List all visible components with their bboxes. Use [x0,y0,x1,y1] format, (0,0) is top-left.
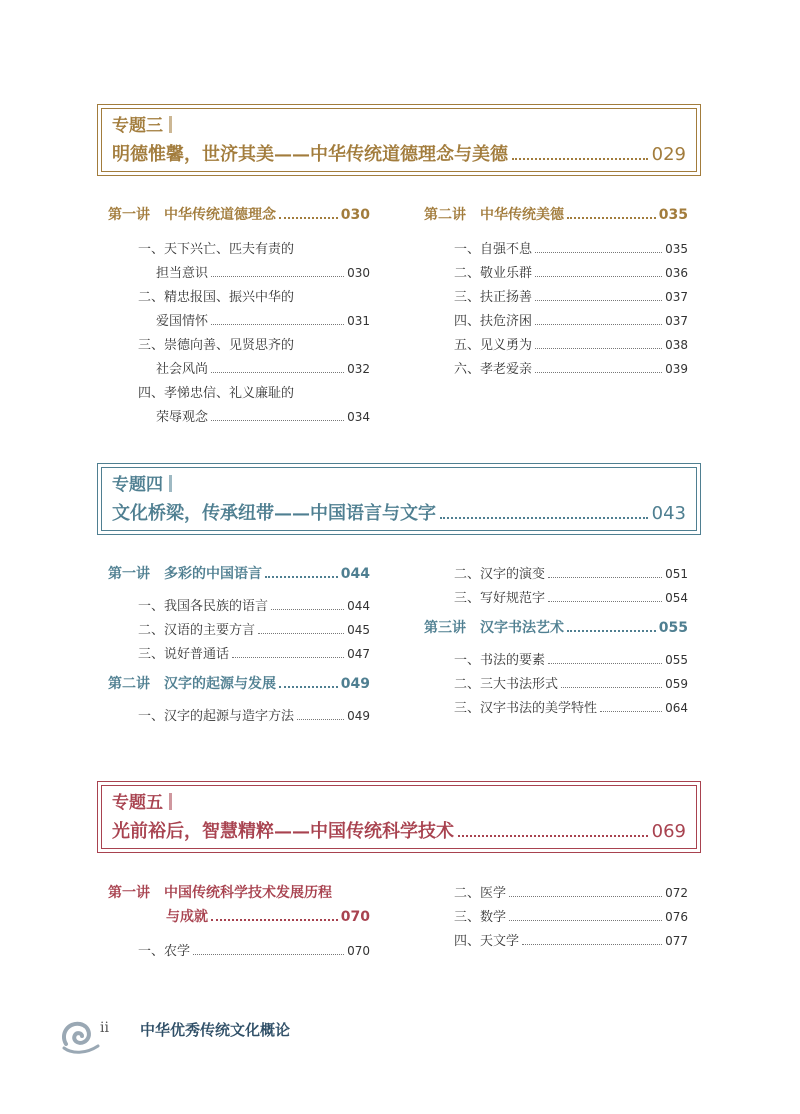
lecture-title: 中华传统美德 [480,207,564,223]
topic5-title-row[interactable] [112,817,686,847]
section-entry[interactable]: 四、扶危济困 037 [454,314,688,329]
section-entry[interactable]: 三、写好规范字 054 [454,591,688,606]
lecture-number: 第一讲 [108,885,150,901]
lecture-number: 第二讲 [108,676,150,692]
section-entry[interactable]: 一、自强不息 035 [454,242,688,257]
topic3-page: 029 [651,144,686,165]
lecture-title-cont: 与成就 [166,909,208,925]
lecture-entry[interactable] [108,882,370,906]
section-entry[interactable]: 一、农学 070 [138,944,370,959]
lecture-entry[interactable] [108,563,370,587]
section-entry[interactable]: 二、汉字的演变 051 [454,567,688,582]
section-entry[interactable]: 三、数学 076 [454,910,688,925]
section-entry[interactable]: 五、见义勇为 038 [454,338,688,353]
section-entry[interactable]: 三、汉字书法的美学特性 064 [454,701,688,716]
topic5-left-column [108,882,370,964]
lecture-page: 070 [340,909,370,925]
section-entry[interactable]: 六、孝老爱亲 039 [454,362,688,377]
topic4-page: 043 [651,503,686,524]
lecture-number: 第一讲 [108,566,150,582]
section-entry-cont[interactable]: 社会风尚 032 [156,362,370,377]
book-title: 中华优秀传统文化概论 [140,1021,291,1039]
lecture-page: 030 [340,207,370,223]
section-entry[interactable]: 一、汉字的起源与造字方法 049 [138,709,370,724]
topic5-page: 069 [651,821,686,842]
lecture-title: 中国传统科学技术发展历程 [164,885,332,901]
lecture-number: 第二讲 [424,207,466,223]
lecture-number: 第一讲 [108,207,150,223]
section-entry[interactable]: 二、精忠报国、振兴中华的 [138,290,295,305]
section-entry[interactable]: 四、天文学 077 [454,934,688,949]
topic5-title: 光前裕后，智慧精粹——中国传统科学技术 [112,821,454,842]
topic3-left-column [108,204,370,430]
topic5-label: 专题五 [112,793,163,813]
lecture-entry[interactable] [424,204,688,228]
section-entry[interactable]: 一、天下兴亡、匹夫有责的 [138,242,295,257]
topic4-title-row[interactable] [112,499,686,529]
section-entry[interactable]: 三、说好普通话 047 [138,647,370,662]
section-entry-cont[interactable]: 爱国情怀 031 [156,314,370,329]
section-entry[interactable]: 四、孝悌忠信、礼义廉耻的 [138,386,295,401]
topic4-label: 专题四 [112,475,163,495]
page-footer [58,1016,458,1066]
lecture-page: 035 [658,207,688,223]
topic3-right-column [424,204,688,382]
lecture-entry[interactable] [108,673,370,697]
lecture-title: 汉字的起源与发展 [164,676,276,692]
lecture-title: 汉字书法艺术 [480,620,564,636]
section-entry[interactable]: 三、扶正扬善 037 [454,290,688,305]
topic4-left-column [108,563,370,729]
section-entry[interactable]: 二、敬业乐群 036 [454,266,688,281]
lecture-entry[interactable] [108,204,370,228]
section-entry[interactable]: 二、三大书法形式 059 [454,677,688,692]
lecture-entry[interactable] [424,617,688,641]
section-entry[interactable]: 三、崇德向善、见贤思齐的 [138,338,295,353]
topic4-header [97,463,701,535]
section-entry-cont[interactable]: 担当意识 030 [156,266,370,281]
topic4-right-column [424,563,688,721]
topic5-right-column [424,882,688,954]
section-entry[interactable]: 一、书法的要素 055 [454,653,688,668]
lecture-page: 055 [658,620,688,636]
lecture-page: 044 [340,566,370,582]
lecture-title: 中华传统道德理念 [164,207,276,223]
section-entry[interactable]: 二、汉语的主要方言 045 [138,623,370,638]
lecture-entry-cont[interactable] [108,906,370,930]
cloud-swirl-icon [58,1016,104,1058]
topic3-title: 明德惟馨，世济其美——中华传统道德理念与美德 [112,144,508,165]
topic5-header [97,781,701,853]
topic3-header [97,104,701,176]
section-entry-cont[interactable]: 荣辱观念 034 [156,410,370,425]
section-entry[interactable]: 二、医学 072 [454,886,688,901]
lecture-title: 多彩的中国语言 [164,566,262,582]
section-entry[interactable]: 一、我国各民族的语言 044 [138,599,370,614]
topic3-title-row[interactable] [112,140,686,170]
lecture-number: 第三讲 [424,620,466,636]
topic3-label: 专题三 [112,116,163,136]
lecture-page: 049 [340,676,370,692]
topic4-title: 文化桥梁，传承纽带——中国语言与文字 [112,503,436,524]
page-number: ii [100,1020,109,1036]
